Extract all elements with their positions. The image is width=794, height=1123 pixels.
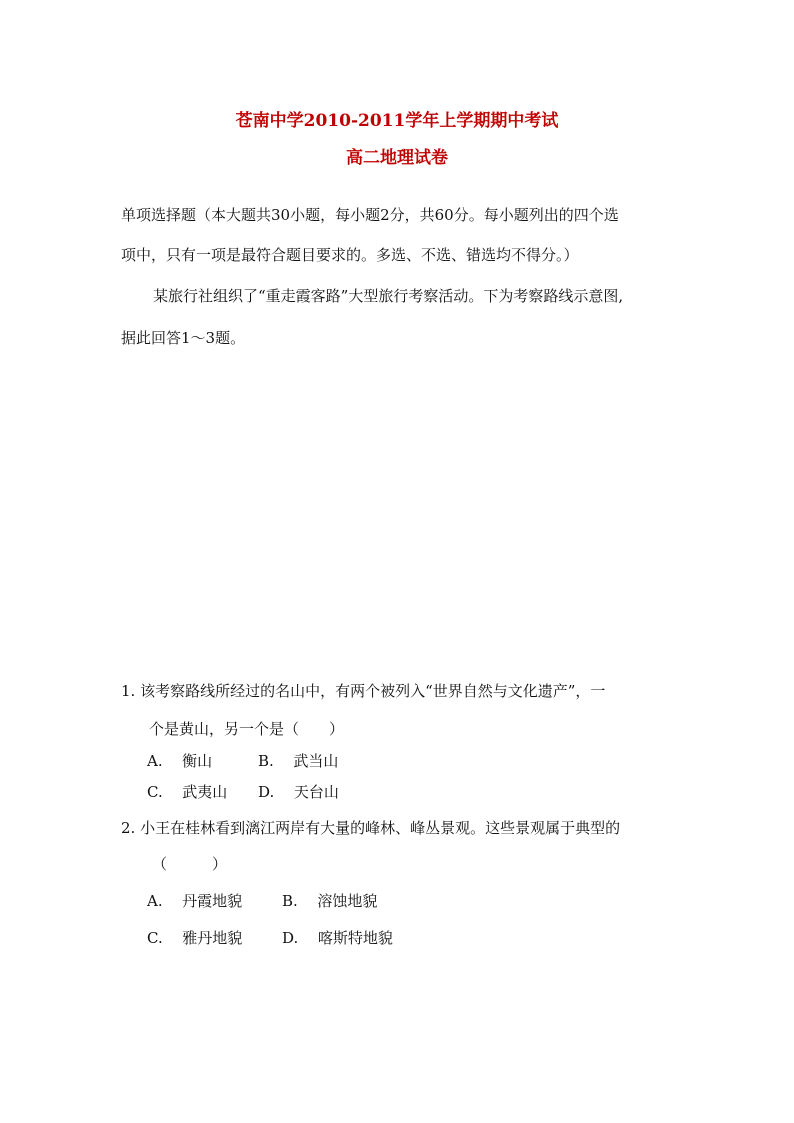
- option-label: A.: [147, 752, 163, 770]
- option-label: D.: [282, 929, 299, 947]
- route-map-area: [121, 360, 671, 660]
- option-text: 喀斯特地貌: [317, 929, 393, 947]
- instructions-line-1: 单项选择题（本大题共30小题，每小题2分，共60分。每小题列出的四个选: [121, 206, 619, 224]
- question-1-line-1: 1. 该考察路线所经过的名山中，有两个被列入“世界自然与文化遗产”，一: [121, 682, 606, 700]
- option-label: B.: [282, 892, 298, 910]
- question-2-option-a[interactable]: [147, 890, 242, 911]
- option-text: 天台山: [293, 783, 339, 801]
- intro-line-1: 某旅行社组织了“重走霞客路”大型旅行考察活动。下为考察路线示意图,: [153, 287, 624, 305]
- option-text: 雅丹地貌: [182, 929, 243, 947]
- intro-line-2: 据此回答1～3题。: [121, 329, 246, 347]
- question-2-line-2: （ ）: [152, 855, 228, 873]
- question-2-line-1: 2. 小王在桂林看到漓江两岸有大量的峰林、峰丛景观。这些景观属于典型的: [121, 819, 621, 837]
- question-2-option-d[interactable]: [282, 927, 393, 948]
- question-1-option-a[interactable]: [147, 750, 212, 771]
- option-text: 武夷山: [182, 783, 228, 801]
- instructions-line-2: 项中，只有一项是最符合题目要求的。多选、不选、错选均不得分。）: [121, 246, 579, 264]
- question-1-option-b[interactable]: [258, 750, 338, 771]
- option-text: 武当山: [293, 752, 339, 770]
- option-label: C.: [147, 929, 163, 947]
- exam-title: 苍南中学2010-2011学年上学期期中考试: [235, 111, 559, 131]
- question-1-line-2: 个是黄山，另一个是（ ）: [149, 720, 345, 738]
- exam-subtitle: 高二地理试卷: [346, 148, 448, 168]
- question-2-option-b[interactable]: [282, 890, 377, 911]
- option-text: 衡山: [182, 752, 213, 770]
- option-label: A.: [147, 892, 163, 910]
- option-text: 溶蚀地貌: [317, 892, 378, 910]
- question-2-option-c[interactable]: [147, 927, 242, 948]
- question-1-option-d[interactable]: [258, 781, 339, 802]
- option-label: C.: [147, 783, 163, 801]
- option-label: D.: [258, 783, 275, 801]
- option-label: B.: [258, 752, 274, 770]
- option-text: 丹霞地貌: [182, 892, 243, 910]
- question-1-option-c[interactable]: [147, 781, 227, 802]
